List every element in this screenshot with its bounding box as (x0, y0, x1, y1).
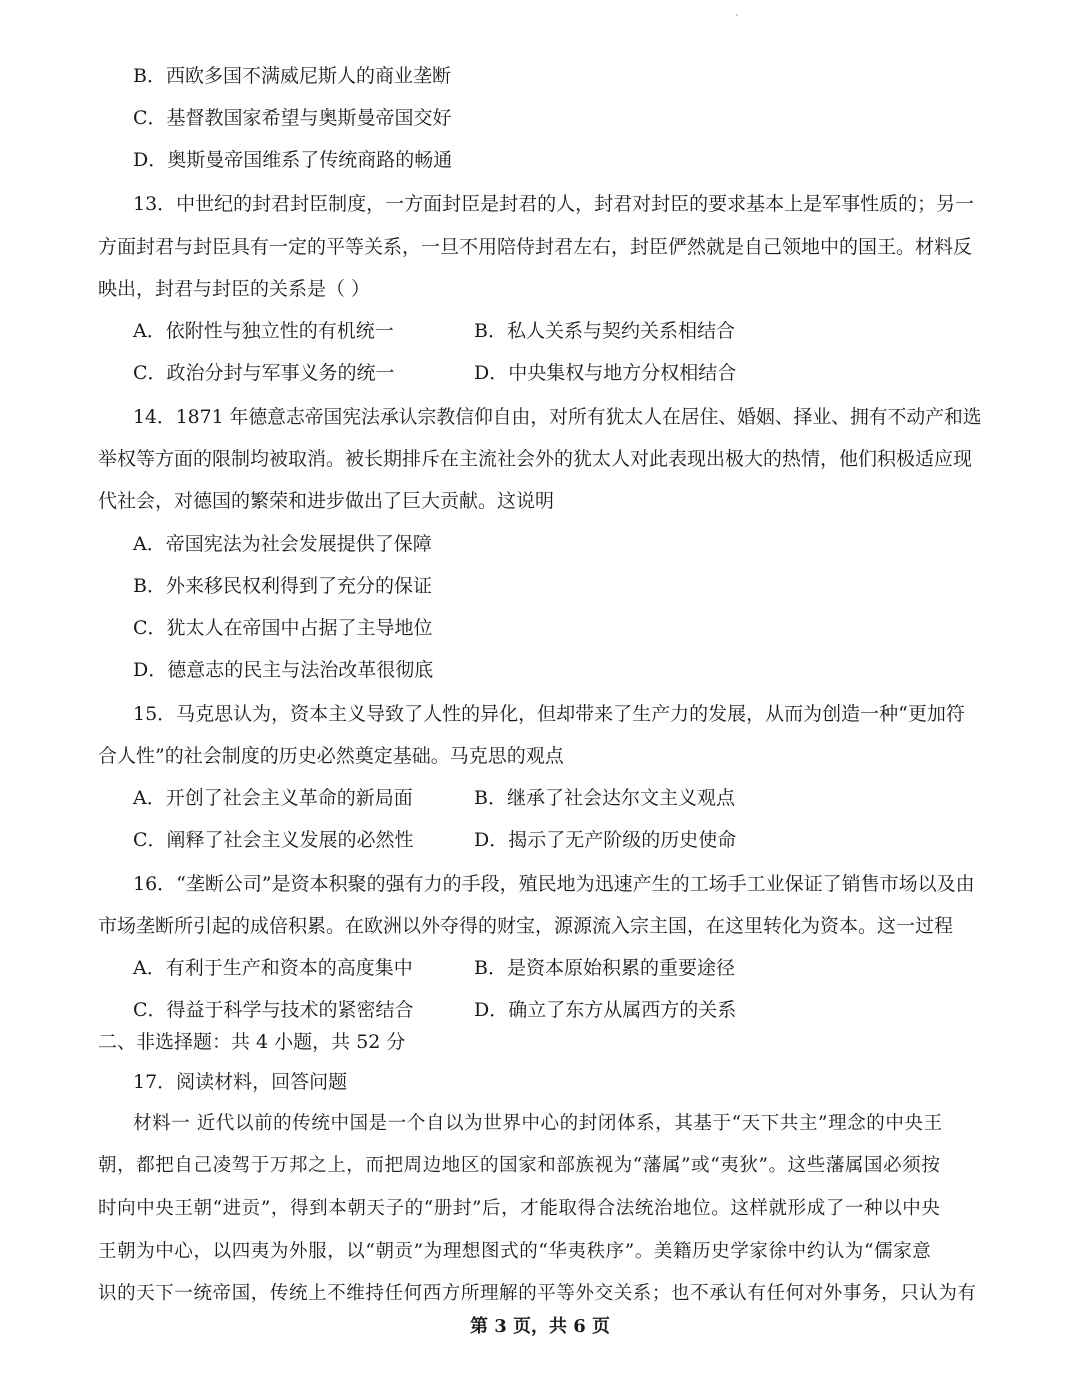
q13-option-d: D．中央集权与地方分权相结合 (474, 362, 737, 384)
q14-stem-line-3: 代社会，对德国的繁荣和进步做出了巨大贡献。这说明 (98, 490, 555, 512)
q12-option-c: C．基督教国家希望与奥斯曼帝国交好 (133, 107, 452, 129)
scan-speck (736, 14, 738, 16)
q16-stem-line-1: 16．“垄断公司”是资本积聚的强有力的手段，殖民地为迅速产生的工场手工业保证了销售市场以及由 (133, 873, 975, 895)
q15-stem-line-1: 15．马克思认为，资本主义导致了人性的异化，但却带来了生产力的发展，从而为创造一种“更加符 (133, 703, 965, 725)
q12-option-b: B．西欧多国不满威尼斯人的商业垄断 (133, 65, 451, 87)
q15-option-c: C．阐释了社会主义发展的必然性 (133, 829, 414, 851)
q14-stem-line-1: 14．1871 年德意志帝国宪法承认宗教信仰自由，对所有犹太人在居住、婚姻、择业、拥有不动产和选 (133, 406, 982, 428)
q15-stem-line-2: 合人性”的社会制度的历史必然奠定基础。马克思的观点 (98, 745, 564, 767)
q16-option-c: C．得益于科学与技术的紧密结合 (133, 999, 414, 1021)
q17-material-line-1: 材料一 近代以前的传统中国是一个自以为世界中心的封闭体系，其基于“天下共主”理念的中央王 (133, 1113, 943, 1134)
q16-option-b: B．是资本原始积累的重要途径 (474, 957, 735, 979)
page-number: 第 3 页，共 6 页 (469, 1316, 611, 1337)
q13-stem-line-2: 方面封君与封臣具有一定的平等关系，一旦不用陪侍封君左右，封臣俨然就是自己领地中的国王。材料反 (98, 236, 973, 258)
q14-stem-line-2: 举权等方面的限制均被取消。被长期排斥在主流社会外的犹太人对此表现出极大的热情，他们积极适应现 (98, 448, 973, 470)
q16-stem-line-2: 市场垄断所引起的成倍积累。在欧洲以外夺得的财宝，源源流入宗主国，在这里转化为资本。这一过程 (98, 915, 954, 937)
q14-option-d: D．德意志的民主与法治改革很彻底 (133, 659, 434, 681)
q16-option-d: D．确立了东方从属西方的关系 (474, 999, 737, 1021)
q14-option-c: C．犹太人在帝国中占据了主导地位 (133, 617, 433, 639)
q13-option-a: A．依附性与独立性的有机统一 (133, 320, 394, 342)
q13-option-b: B．私人关系与契约关系相结合 (474, 320, 735, 342)
q15-option-a: A．开创了社会主义革命的新局面 (133, 787, 413, 809)
q16-option-a: A．有利于生产和资本的高度集中 (133, 957, 413, 979)
q17-material-line-4: 王朝为中心，以四夷为外服，以“朝贡”为理想图式的“华夷秩序”。美籍历史学家徐中约认为“儒家意 (98, 1241, 932, 1262)
q13-stem-line-1: 13．中世纪的封君封臣制度，一方面封臣是封君的人，封君对封臣的要求基本上是军事性质的；另一 (133, 193, 975, 215)
q13-option-c: C．政治分封与军事义务的统一 (133, 362, 395, 384)
q13-stem-line-3: 映出，封君与封臣的关系是（ ） (98, 278, 371, 300)
q17-material-line-2: 朝，都把自己凌驾于万邦之上，而把周边地区的国家和部族视为“藩属”或“夷狄”。这些藩属国必须按 (98, 1155, 941, 1176)
q14-option-b: B．外来移民权利得到了充分的保证 (133, 575, 432, 597)
section-heading: 二、非选择题：共 4 小题，共 52 分 (98, 1031, 406, 1053)
q15-option-d: D．揭示了无产阶级的历史使命 (474, 829, 737, 851)
q17-material-line-3: 时向中央王朝“进贡”，得到本朝天子的“册封”后，才能取得合法统治地位。这样就形成了一种以中央 (98, 1198, 941, 1219)
q15-option-b: B．继承了社会达尔文主义观点 (474, 787, 735, 809)
q17-stem: 17．阅读材料，回答问题 (133, 1071, 348, 1093)
q17-material-line-5: 识的天下一统帝国，传统上不维持任何西方所理解的平等外交关系；也不承认有任何对外事务，只认为有 (98, 1283, 977, 1304)
q14-option-a: A．帝国宪法为社会发展提供了保障 (133, 533, 432, 555)
q12-option-d: D．奥斯曼帝国维系了传统商路的畅通 (133, 149, 453, 171)
